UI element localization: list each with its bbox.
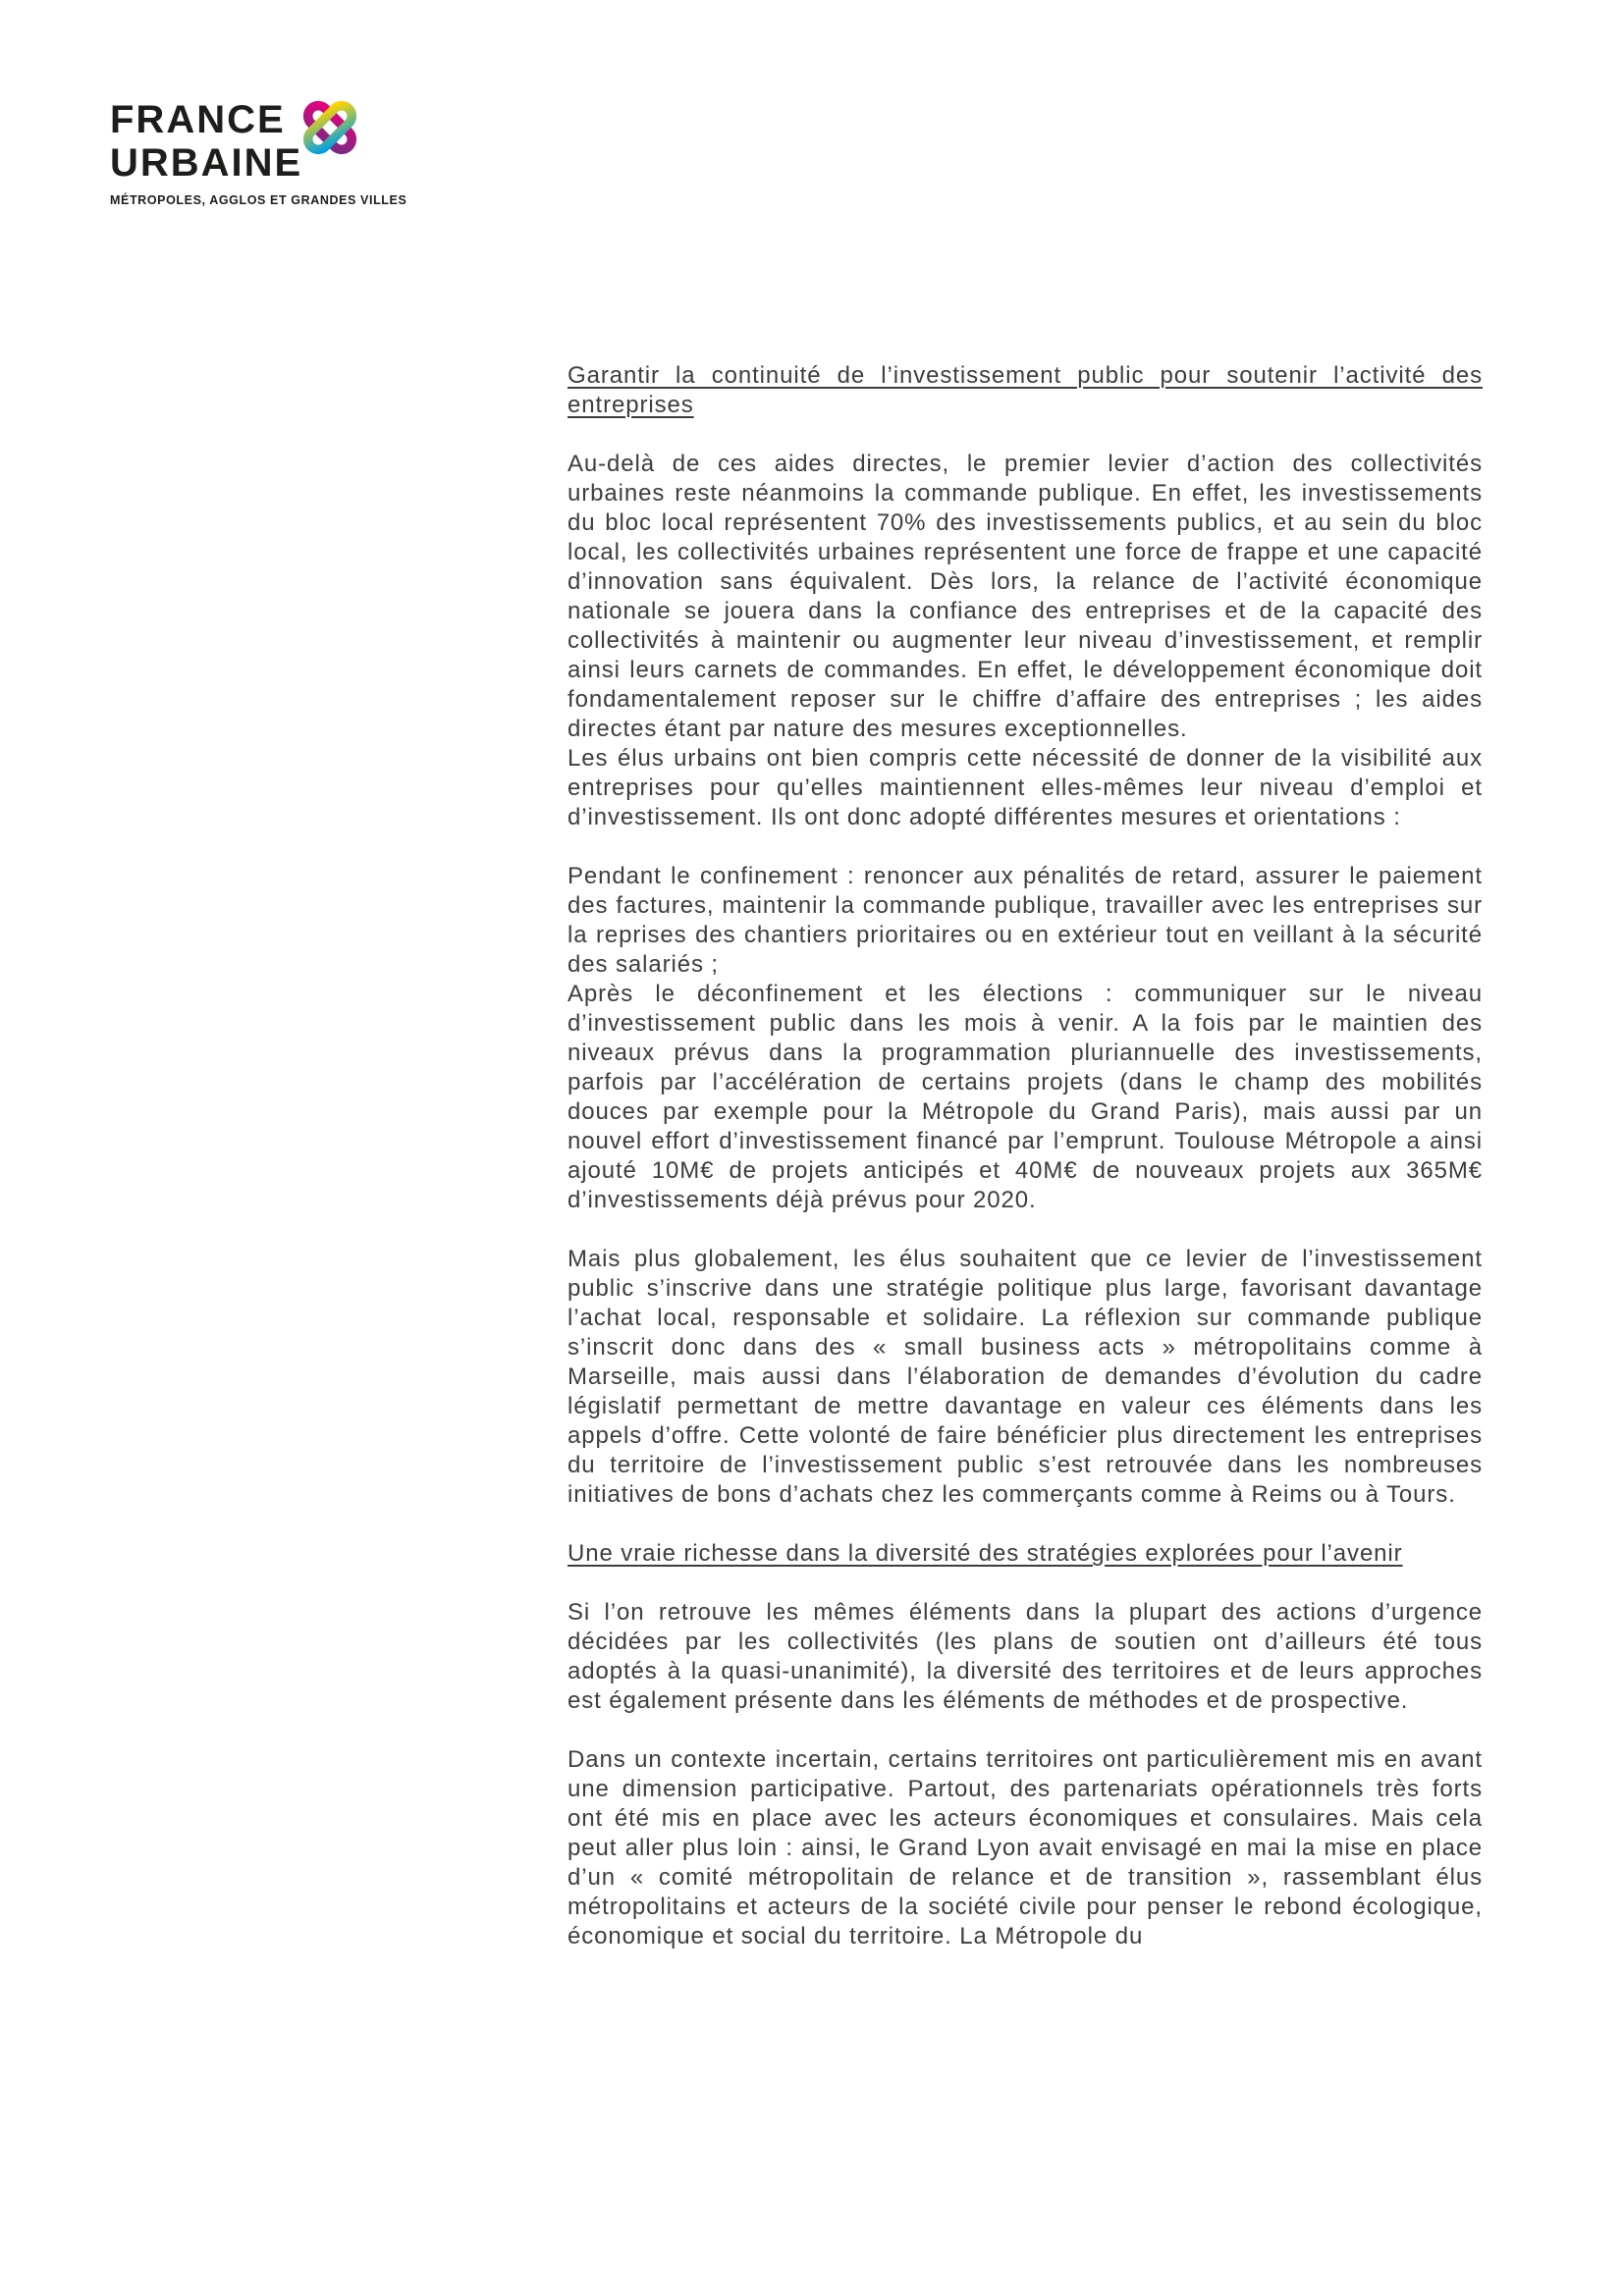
interlocked-ribbons-logo-icon <box>291 88 369 167</box>
logo-tagline: MÉTROPOLES, AGGLOS ET GRANDES VILLES <box>110 193 407 207</box>
body-paragraph: Au-delà de ces aides directes, le premier levier d’action des collectivités urbaines reste néanmoins la commande publique. En effet, les investissements du bloc local représentent 70% des investissements publics, et au sein du bloc local, les collectivités urbaines représentent une force de frappe et une capacité d’innovation sans équivalent. Dès lors, la relance de l’activité économique nationale se jouera dans la confiance des entreprises et de la capacité des collectivités à maintenir ou augmenter leur niveau d’investissement, et remplir ainsi leurs carnets de commandes. En effet, le développement économique doit fondamentalement reposer sur le chiffre d’affaire des entreprises ; les aides directes étant par nature des mesures exceptionnelles. <box>568 451 1483 742</box>
body-paragraph: Pendant le confinement : renoncer aux pénalités de retard, assurer le paiement des factures, maintenir la commande publique, travailler avec les entreprises sur la reprises des chantiers prioritaires ou en extérieur tout en veillant à la sécurité des salariés ; <box>568 863 1483 978</box>
logo-word-urbaine: URBAINE <box>110 141 303 185</box>
section-heading-investissement-public: Garantir la continuité de l’investissement public pour soutenir l’activité des entreprises <box>568 362 1483 418</box>
body-paragraph: Dans un contexte incertain, certains territoires ont particulièrement mis en avant une dimension participative. Partout, des partenariats opérationnels très forts ont été mis en place avec les acteurs économiques et consulaires. Mais cela peut aller plus loin : ainsi, le Grand Lyon avait envisagé en mai la mise en place d’un « comité métropolitain de relance et de transition », rassemblant élus métropolitains et acteurs de la société civile pour penser le rebond écologique, économique et social du territoire. La Métropole du <box>568 1746 1483 1949</box>
body-paragraph: Les élus urbains ont bien compris cette nécessité de donner de la visibilité aux entreprises pour qu’elles maintiennent elles-mêmes leur niveau d’emploi et d’investissement. Ils ont donc adopté différentes mesures et orientations : <box>568 745 1483 830</box>
body-paragraph: Si l’on retrouve les mêmes éléments dans la plupart des actions d’urgence décidées par les collectivités (les plans de soutien ont d’ailleurs été tous adoptés à la quasi-unanimité), la diversité des territoires et de leurs approches est également présente dans les éléments de méthodes et de prospective. <box>568 1599 1483 1714</box>
body-paragraph: Mais plus globalement, les élus souhaitent que ce levier de l’investissement public s’inscrive dans une stratégie politique plus large, favorisant davantage l’achat local, responsable et solidaire. La réflexion sur commande publique s’inscrit donc dans des « small business acts » métropolitains comme à Marseille, mais aussi dans l’élaboration de demandes d’évolution du cadre législatif permettant de mettre davantage en valeur ces éléments dans les appels d’offre. Cette volonté de faire bénéficier plus directement les entreprises du territoire de l’investissement public s’est retrouvée dans les nombreuses initiatives de bons d’achats chez les commerçants comme à Reims ou à Tours. <box>568 1246 1483 1508</box>
section-heading-diversite-strategies: Une vraie richesse dans la diversité des stratégies explorées pour l’avenir <box>568 1540 1403 1567</box>
document-body <box>568 361 1483 1981</box>
body-paragraph: Après le déconfinement et les élections : communiquer sur le niveau d’investissement public dans les mois à venir. A la fois par le maintien des niveaux prévus dans la programmation pluriannuelle des investissements, parfois par l’accélération de certains projets (dans le champ des mobilités douces par exemple pour la Métropole du Grand Paris), mais aussi par un nouvel effort d’investissement financé par l’emprunt. Toulouse Métropole a ainsi ajouté 10M€ de projets anticipés et 40M€ de nouveaux projets aux 365M€ d’investissements déjà prévus pour 2020. <box>568 981 1483 1213</box>
france-urbaine-logo <box>110 98 424 207</box>
logo-word-france: FRANCE <box>110 98 286 141</box>
